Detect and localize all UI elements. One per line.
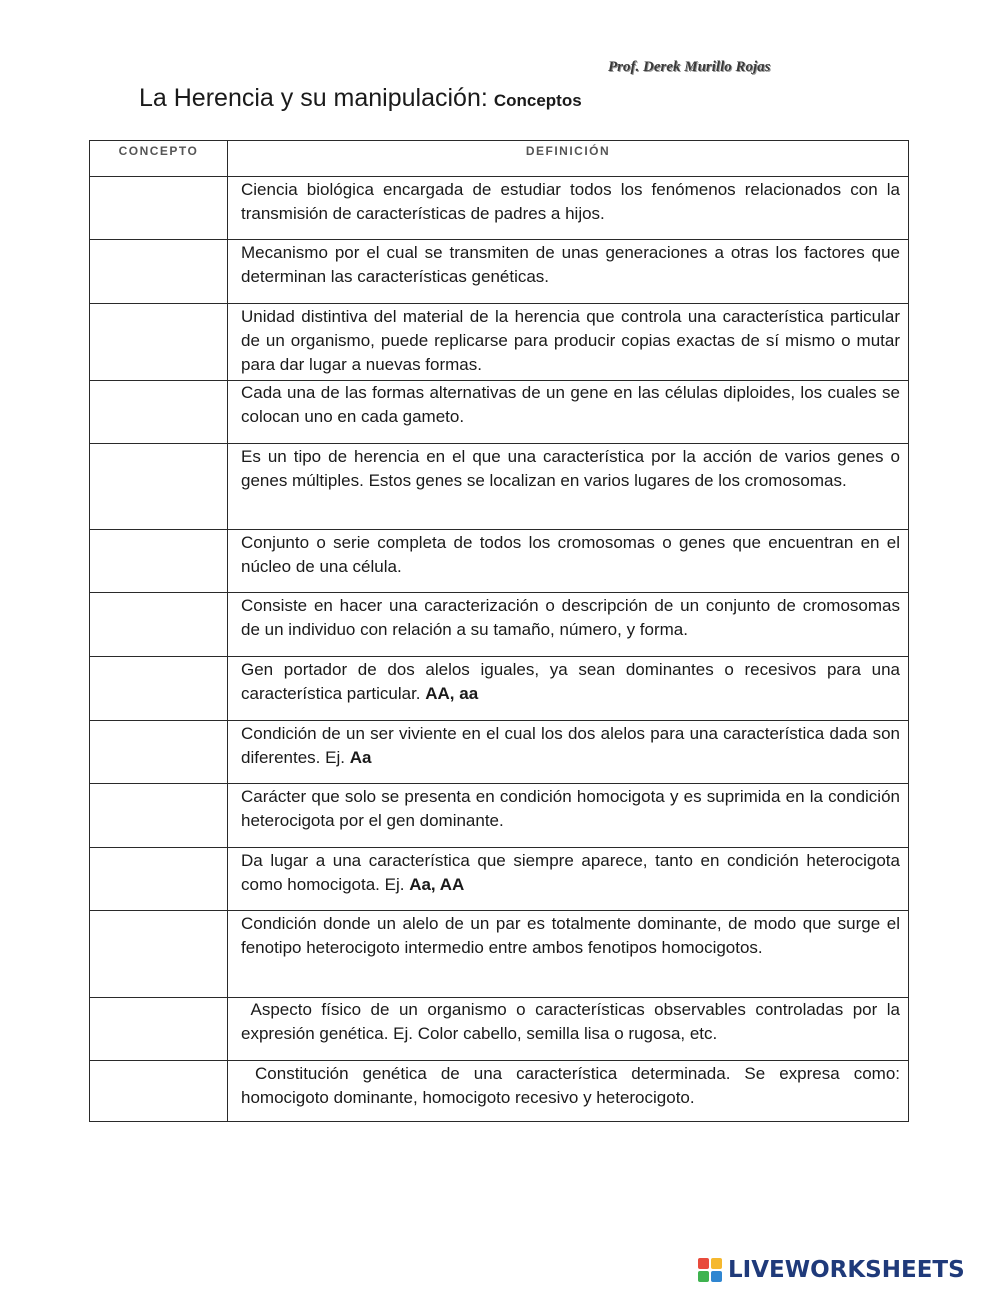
table-row	[90, 381, 909, 444]
definition-cell	[228, 177, 909, 240]
table-row	[90, 530, 909, 593]
table-row	[90, 304, 909, 381]
table-row	[90, 848, 909, 911]
title-bold: Conceptos	[493, 91, 582, 110]
concept-answer-cell[interactable]	[90, 177, 228, 240]
definition-cell	[228, 530, 909, 593]
table-row	[90, 240, 909, 304]
page-title	[139, 84, 582, 113]
definition-text: Conjunto o serie completa de todos los cromosomas o genes que encuentran en el núcleo de una célula.	[241, 533, 900, 576]
definition-cell	[228, 444, 909, 530]
definition-text: Carácter que solo se presenta en condición homocigota y es suprimida en la condición heterocigota por el gen dominante.	[241, 787, 900, 830]
table-header-row	[90, 141, 909, 177]
column-header-definition: DEFINICIÓN	[228, 141, 909, 177]
definition-text: Unidad distintiva del material de la herencia que controla una característica particular de un organismo, puede replicarse para producir copias exactas de sí mismo o mutar para dar lugar a nuevas formas.	[241, 307, 900, 374]
definition-cell	[228, 304, 909, 381]
definition-text: Constitución genética de una característica determinada. Se expresa como: homocigoto dominante, homocigoto recesivo y heterocigoto.	[241, 1064, 905, 1107]
column-header-concept: CONCEPTO	[90, 141, 228, 177]
table-row	[90, 1061, 909, 1122]
title-main: La Herencia y su manipulación:	[139, 84, 488, 112]
definition-cell	[228, 848, 909, 911]
table-row	[90, 911, 909, 998]
definition-text: Condición donde un alelo de un par es totalmente dominante, de modo que surge el fenotipo heterocigoto intermedio entre ambos fenotipos homocigotos.	[241, 914, 900, 957]
definition-cell	[228, 784, 909, 848]
table-row	[90, 721, 909, 784]
logo-square-blue	[711, 1271, 722, 1282]
logo-square-green	[698, 1271, 709, 1282]
definition-text: Es un tipo de herencia en el que una característica por la acción de varios genes o genes múltiples. Estos genes se localizan en varios lugares de los cromosomas.	[241, 447, 900, 490]
logo-text: LIVEWORKSHEETS	[728, 1257, 965, 1283]
concept-answer-cell[interactable]	[90, 998, 228, 1061]
definition-text: Da lugar a una característica que siempre aparece, tanto en condición heterocigota como homocigota. Ej.	[241, 851, 900, 894]
definition-text: Ciencia biológica encargada de estudiar todos los fenómenos relacionados con la transmisión de características de padres a hijos.	[241, 180, 900, 223]
concept-answer-cell[interactable]	[90, 784, 228, 848]
concept-answer-cell[interactable]	[90, 593, 228, 657]
author-name: Prof. Derek Murillo Rojas	[608, 59, 771, 75]
table-row	[90, 998, 909, 1061]
concept-answer-cell[interactable]	[90, 848, 228, 911]
definition-text: Condición de un ser viviente en el cual los dos alelos para una característica dada son diferentes. Ej.	[241, 724, 900, 767]
concept-answer-cell[interactable]	[90, 721, 228, 784]
definition-cell	[228, 657, 909, 721]
concept-answer-cell[interactable]	[90, 444, 228, 530]
concept-answer-cell[interactable]	[90, 530, 228, 593]
concept-answer-cell[interactable]	[90, 911, 228, 998]
definition-cell	[228, 593, 909, 657]
concepts-table	[89, 140, 909, 1122]
definition-text: Gen portador de dos alelos iguales, ya sean dominantes o recesivos para una característica particular.	[241, 660, 900, 703]
table-row	[90, 444, 909, 530]
definition-cell	[228, 721, 909, 784]
table-row	[90, 177, 909, 240]
definition-cell	[228, 998, 909, 1061]
table-row	[90, 657, 909, 721]
liveworksheets-logo	[698, 1255, 965, 1285]
logo-square-yellow	[711, 1258, 722, 1269]
table-row	[90, 784, 909, 848]
concept-answer-cell[interactable]	[90, 1061, 228, 1122]
definition-text: Consiste en hacer una caracterización o descripción de un conjunto de cromosomas de un individuo con relación a su tamaño, número, y forma.	[241, 596, 900, 639]
definition-text: Mecanismo por el cual se transmiten de unas generaciones a otras los factores que determinan las características genéticas.	[241, 243, 900, 286]
genotype-example: Aa, AA	[409, 875, 465, 894]
concept-answer-cell[interactable]	[90, 381, 228, 444]
definition-cell	[228, 911, 909, 998]
liveworksheets-logo-icon	[698, 1258, 722, 1282]
concept-answer-cell[interactable]	[90, 240, 228, 304]
definition-text: Cada una de las formas alternativas de un gene en las células diploides, los cuales se colocan uno en cada gameto.	[241, 383, 900, 426]
concept-answer-cell[interactable]	[90, 657, 228, 721]
definition-text: Aspecto físico de un organismo o características observables controladas por la expresión genética. Ej. Color cabello, semilla lisa o rugosa, etc.	[241, 1000, 905, 1043]
concept-answer-cell[interactable]	[90, 304, 228, 381]
definition-cell	[228, 240, 909, 304]
table-row	[90, 593, 909, 657]
definition-cell	[228, 1061, 909, 1122]
logo-square-red	[698, 1258, 709, 1269]
genotype-example: Aa	[349, 748, 372, 767]
definition-cell	[228, 381, 909, 444]
genotype-example: AA, aa	[425, 684, 479, 703]
